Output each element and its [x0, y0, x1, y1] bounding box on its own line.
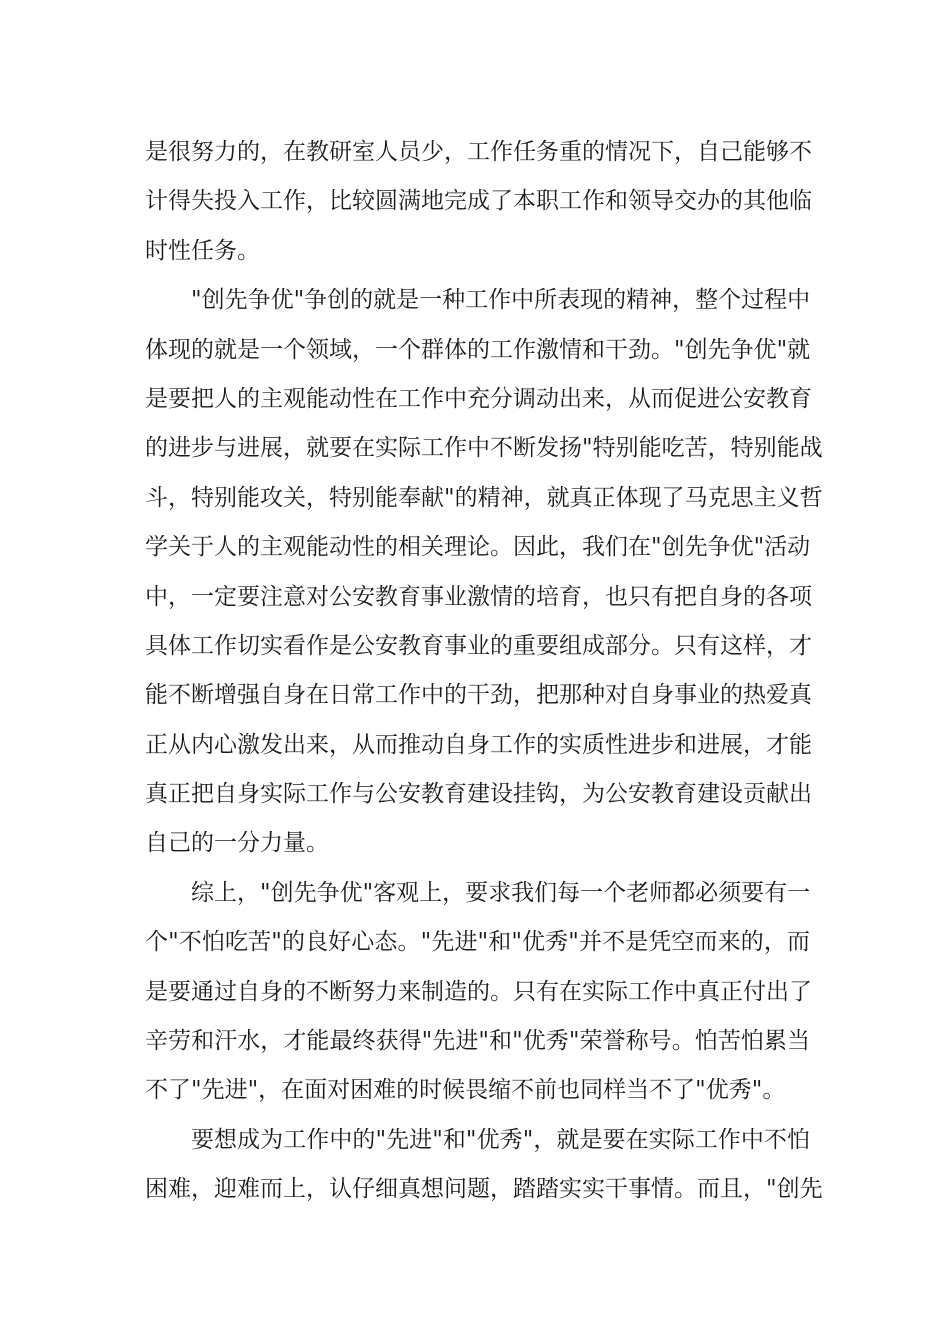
- text-line: 的进步与进展，就要在实际工作中不断发扬"特别能吃苦，特别能战: [145, 435, 823, 462]
- text-line: 体现的就是一个领域，一个群体的工作激情和干劲。"创先争优"就: [145, 336, 811, 363]
- text-line: 要想成为工作中的"先进"和"优秀"，就是要在实际工作中不怕: [191, 1126, 810, 1153]
- text-line: 是很努力的，在教研室人员少，工作任务重的情况下，自己能够不: [145, 139, 812, 165]
- text-line: 综上，"创先争优"客观上，要求我们每一个老师都必须要有一: [191, 879, 811, 906]
- text-line: 时性任务。: [145, 237, 260, 264]
- text-line: 斗，特别能攻关，特别能奉献"的精神，就真正体现了马克思主义哲: [145, 484, 823, 511]
- text-line: 真正把自身实际工作与公安教育建设挂钩，为公安教育建设贡献出: [145, 781, 812, 808]
- text-line: 不了"先进"，在面对困难的时候畏缩不前也同样当不了"优秀"。: [145, 1077, 786, 1104]
- text-line: 困难，迎难而上，认仔细真想问题，踏踏实实干事情。而且，"创先: [145, 1176, 823, 1203]
- text-line: 是要通过自身的不断努力来制造的。只有在实际工作中真正付出了: [145, 978, 812, 1005]
- text-line: "创先争优"争创的就是一种工作中所表现的精神，整个过程中: [191, 287, 811, 314]
- text-line: 具体工作切实看作是公安教育事业的重要组成部分。只有这样，才: [145, 632, 812, 659]
- text-line: 学关于人的主观能动性的相关理论。因此，我们在"创先争优"活动: [145, 534, 811, 561]
- document-body: [145, 128, 823, 1215]
- text-line: 能不断增强自身在日常工作中的干劲，把那种对自身事业的热爱真: [145, 682, 812, 709]
- text-line: 辛劳和汗水，才能最终获得"先进"和"优秀"荣誉称号。怕苦怕累当: [145, 1028, 810, 1055]
- text-line: 中，一定要注意对公安教育事业激情的培育，也只有把自身的各项: [145, 583, 812, 610]
- text-line: 个"不怕吃苦"的良好心态。"先进"和"优秀"并不是凭空而来的，而: [145, 929, 810, 956]
- text-line: 正从内心激发出来，从而推动自身工作的实质性进步和进展，才能: [145, 731, 812, 758]
- text-line: 是要把人的主观能动性在工作中充分调动出来，从而促进公安教育: [145, 385, 812, 412]
- text-line: 自己的一分力量。: [145, 830, 329, 857]
- text-line: 计得失投入工作，比较圆满地完成了本职工作和领导交办的其他临: [145, 188, 812, 215]
